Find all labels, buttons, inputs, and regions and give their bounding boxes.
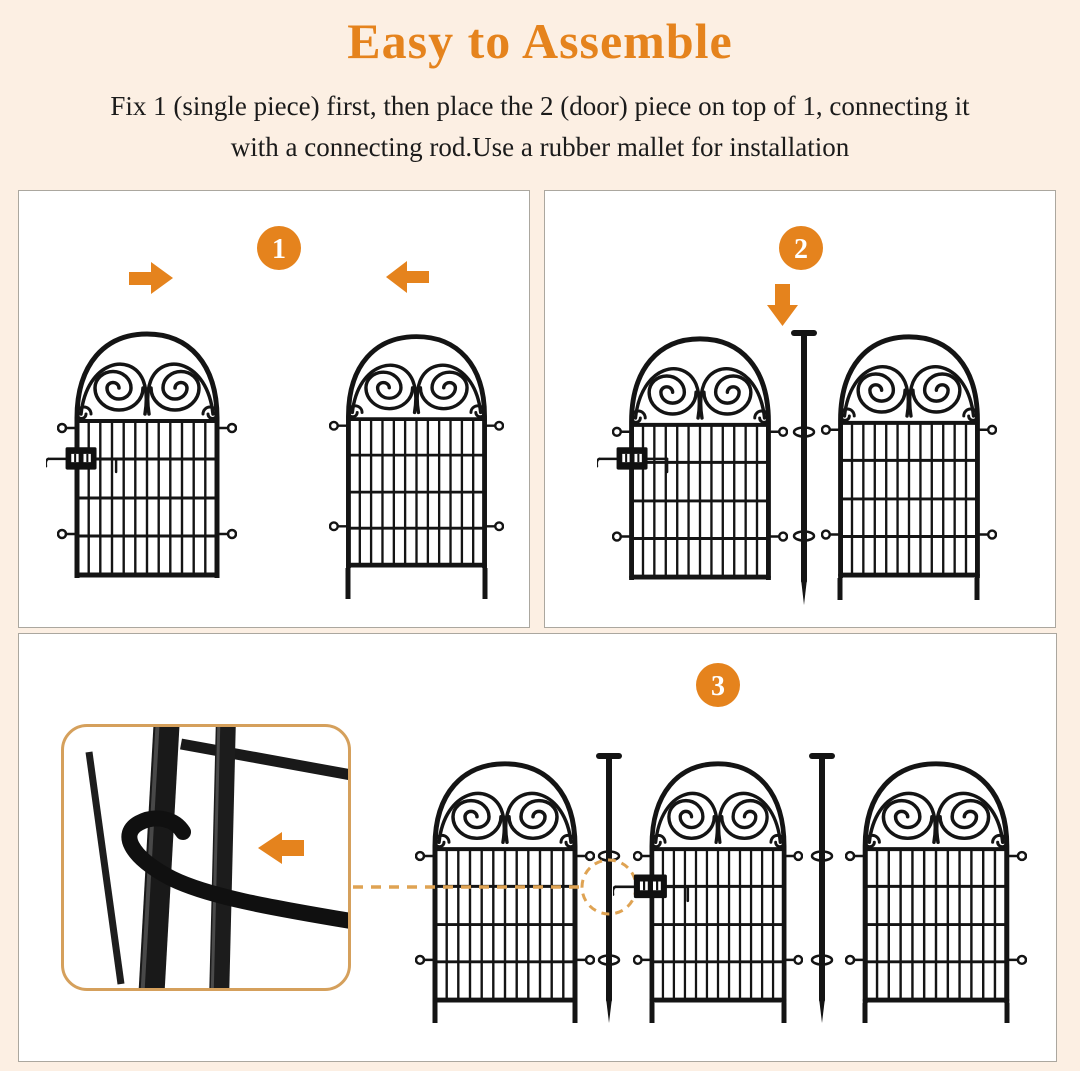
arrow-right-icon xyxy=(129,262,173,294)
fence-piece-single xyxy=(822,337,996,600)
latch-illustration xyxy=(597,447,667,472)
fence-legs xyxy=(652,1003,784,1023)
latch-illustration xyxy=(613,875,688,901)
step-2-panel xyxy=(544,190,1056,628)
latch-illustration xyxy=(46,447,116,472)
fence-legs xyxy=(348,568,485,599)
fence-piece-single xyxy=(330,337,503,599)
step-number: 2 xyxy=(794,234,808,265)
connecting-rod-illustration xyxy=(812,756,832,1023)
fence-legs xyxy=(435,1003,575,1023)
page-title: Easy to Assemble xyxy=(347,13,733,69)
step-2-badge xyxy=(779,226,823,270)
step-3-panel xyxy=(18,633,1057,1062)
detail-inset xyxy=(61,724,351,991)
step-3-badge xyxy=(696,663,740,707)
connection-photo-illustration xyxy=(89,724,351,991)
step-number: 3 xyxy=(711,671,725,702)
connecting-rod-illustration xyxy=(794,333,814,605)
fence-piece-c xyxy=(846,764,1026,1023)
fence-piece-a xyxy=(416,764,594,1023)
subtitle-line-1: Fix 1 (single piece) first, then place the 2 (door) piece on top of 1, connecting it xyxy=(110,91,970,121)
step-1-panel xyxy=(18,190,530,628)
fence-legs xyxy=(840,578,977,600)
arrow-left-icon xyxy=(258,832,304,864)
subtitle-line-2: with a connecting rod.Use a rubber mallet for installation xyxy=(230,132,850,162)
page-subtitle xyxy=(0,86,1080,168)
fence-legs xyxy=(865,1003,1007,1023)
step-number: 1 xyxy=(272,234,286,265)
step-1-badge xyxy=(257,226,301,270)
connecting-rod-illustration xyxy=(599,756,619,1023)
arrow-left-icon xyxy=(386,261,429,293)
arrow-down-icon xyxy=(767,284,798,326)
